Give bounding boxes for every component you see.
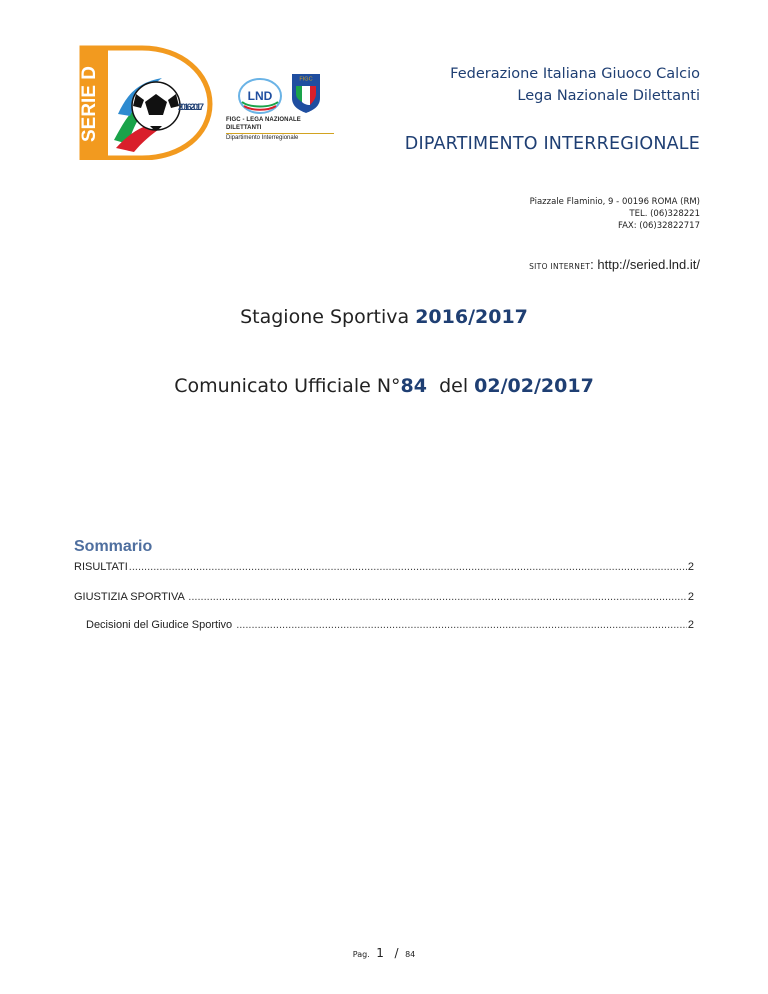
footer-total-pages: 84 bbox=[405, 950, 416, 959]
figc-logo-text: FIGC bbox=[299, 76, 313, 83]
toc-entry[interactable] bbox=[74, 591, 694, 603]
org-line1: Federazione Italiana Giuoco Calcio bbox=[450, 66, 700, 82]
toc-entry-page: 2 bbox=[687, 619, 694, 631]
communique-date: 02/02/2017 bbox=[474, 375, 594, 397]
department-title: DIPARTIMENTO INTERREGIONALE bbox=[404, 134, 700, 154]
page-footer bbox=[0, 946, 768, 960]
footer-separator: / bbox=[394, 946, 399, 960]
toc-entry-label: RISULTATI bbox=[74, 561, 128, 573]
toc-leader-dots bbox=[236, 619, 687, 631]
toc-entry-label: GIUSTIZIA SPORTIVA bbox=[74, 591, 188, 603]
serie-d-logo bbox=[78, 44, 214, 160]
figc-logo bbox=[290, 72, 322, 114]
season-heading bbox=[0, 306, 768, 328]
communique-del-label: del bbox=[427, 375, 475, 397]
season-value: 2016/2017 bbox=[415, 306, 528, 328]
lnd-caption bbox=[226, 116, 338, 142]
website-url[interactable]: http://seried.lnd.it/ bbox=[597, 257, 700, 272]
toc-entry-page: 2 bbox=[687, 561, 694, 573]
address: Piazzale Flaminio, 9 - 00196 ROMA (RM) bbox=[529, 197, 700, 207]
soccer-ball-icon bbox=[132, 82, 180, 130]
toc-entry[interactable] bbox=[86, 619, 694, 631]
toc-entry[interactable] bbox=[74, 561, 694, 573]
serie-d-text: SERIE D bbox=[79, 65, 100, 143]
toc-leader-dots bbox=[129, 561, 687, 573]
lnd-caption-line1: FIGC - LEGA NAZIONALE DILETTANTI bbox=[226, 117, 301, 131]
lnd-logo bbox=[236, 76, 284, 116]
lnd-caption-line2: Dipartimento Interregionale bbox=[226, 135, 299, 141]
telephone: TEL. (06)328221 bbox=[629, 209, 700, 219]
org-line2: Lega Nazionale Dilettanti bbox=[517, 88, 700, 104]
website-separator: : bbox=[590, 257, 598, 272]
communique-label: Comunicato Ufficiale N° bbox=[174, 375, 401, 397]
communique-heading bbox=[0, 375, 768, 397]
communique-number: 84 bbox=[400, 375, 427, 397]
serie-d-years: 2016 2017 bbox=[178, 102, 204, 112]
toc-entry-label: Decisioni del Giudice Sportivo bbox=[86, 619, 236, 631]
toc-entry-page: 2 bbox=[687, 591, 694, 603]
toc-leader-dots bbox=[188, 591, 687, 603]
website-label: SITO INTERNET bbox=[529, 262, 591, 271]
footer-prefix: Pag. bbox=[352, 950, 370, 959]
footer-page-number: 1 bbox=[376, 946, 384, 960]
website-line bbox=[529, 256, 700, 274]
toc-title: Sommario bbox=[74, 538, 153, 555]
fax: FAX: (06)32822717 bbox=[617, 221, 700, 231]
season-label: Stagione Sportiva bbox=[240, 306, 416, 328]
lnd-logo-text: LND bbox=[247, 89, 273, 103]
